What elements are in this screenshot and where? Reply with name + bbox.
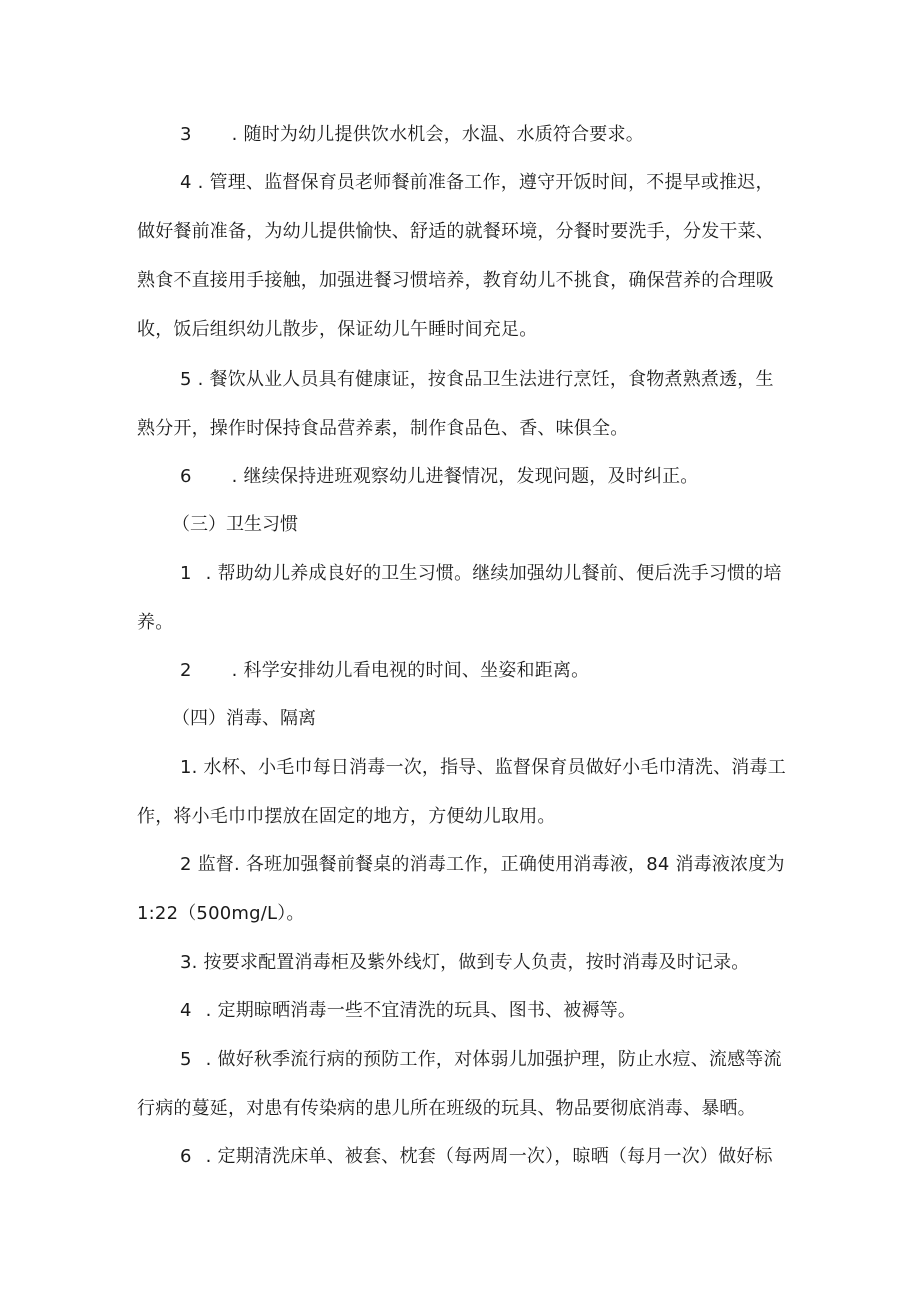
paragraph-disinfection-4	[137, 986, 787, 1035]
item-text: 3. 按要求配置消毒柜及紫外线灯，做到专人负责，按时消毒及时记录。	[180, 952, 750, 973]
paragraph-item-6	[137, 452, 787, 501]
paragraph-hygiene-2	[137, 646, 787, 695]
item-text: . 定期晾晒消毒一些不宜清洗的玩具、图书、被褥等。	[205, 1000, 637, 1021]
item-number: 1	[180, 563, 192, 584]
item-text: 2 监督. 各班加强餐前餐桌的消毒工作，正确使用消毒液，84 消毒液浓度为 1:22（500mg/L）。	[137, 854, 785, 924]
paragraph-disinfection-1	[137, 743, 787, 841]
item-text: . 继续保持进班观察幼儿进餐情况，发现问题，及时纠正。	[231, 466, 699, 487]
paragraph-item-4	[137, 158, 787, 354]
item-number: 2	[180, 660, 192, 681]
paragraph-hygiene-1	[137, 549, 787, 647]
paragraph-item-3	[137, 110, 787, 159]
item-number: 5	[180, 369, 192, 390]
item-text: . 帮助幼儿养成良好的卫生习惯。继续加强幼儿餐前、便后洗手习惯的培养。	[137, 563, 782, 633]
item-number: 4	[180, 1000, 192, 1021]
item-number: 3	[180, 124, 192, 145]
item-text: . 定期清洗床单、被套、枕套（每两周一次），晾晒（每月一次）做好标	[205, 1146, 773, 1167]
item-number: 4	[180, 172, 192, 193]
section-heading-disinfection: （四）消毒、隔离	[172, 708, 316, 729]
paragraph-item-5	[137, 355, 787, 453]
paragraph-disinfection-5	[137, 1035, 787, 1133]
paragraph-disinfection-3	[137, 938, 787, 987]
item-text: 1. 水杯、小毛巾每日消毒一次，指导、监督保育员做好小毛巾清洗、消毒工作，将小毛巾巾摆放在固定的地方，方便幼儿取用。	[137, 757, 786, 827]
paragraph-disinfection-6	[137, 1132, 787, 1181]
item-number: 6	[180, 466, 192, 487]
item-text: . 餐饮从业人员具有健康证，按食品卫生法进行烹饪，食物煮熟煮透，生熟分开，操作时保持食品营养素，制作食品色、香、味俱全。	[137, 369, 774, 439]
paragraph-disinfection-2	[137, 840, 787, 938]
item-text: . 管理、监督保育员老师餐前准备工作，遵守开饭时间，不提早或推迟，做好餐前准备，为幼儿提供愉快、舒适的就餐环境，分餐时要洗手，分发干菜、熟食不直接用手接触，加强进餐习惯培养，教育幼儿不挑食，确保营养的合理吸收，饭后组织幼儿散步，保证幼儿午睡时间充足。	[137, 172, 774, 340]
item-text: . 科学安排幼儿看电视的时间、坐姿和距离。	[231, 660, 590, 681]
item-text: . 做好秋季流行病的预防工作，对体弱儿加强护理，防止水痘、流感等流行病的蔓延，对患有传染病的患儿所在班级的玩具、物品要彻底消毒、暴晒。	[137, 1049, 782, 1119]
item-text: . 随时为幼儿提供饮水机会，水温、水质符合要求。	[231, 124, 644, 145]
item-number: 5	[180, 1049, 192, 1070]
section-heading-hygiene: （三）卫生习惯	[172, 514, 298, 535]
item-number: 6	[180, 1146, 192, 1167]
